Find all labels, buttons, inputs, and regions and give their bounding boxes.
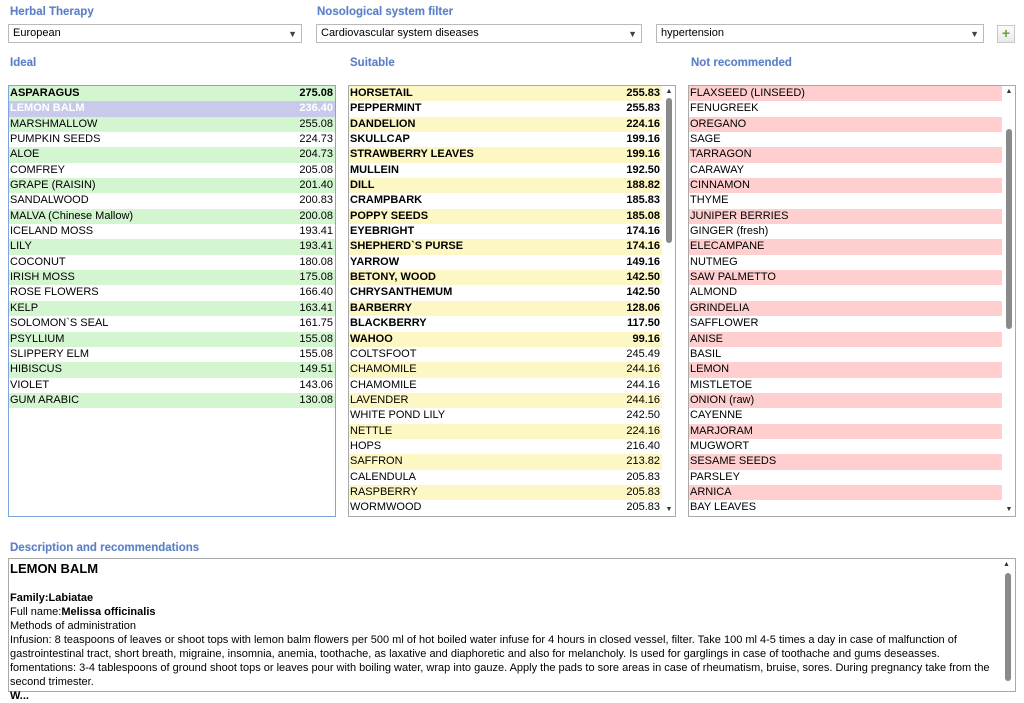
item-name: NUTMEG bbox=[690, 255, 738, 268]
item-name: BASIL bbox=[690, 347, 722, 360]
disease-filter-value: hypertension bbox=[661, 27, 724, 39]
list-item[interactable] bbox=[9, 378, 335, 393]
list-item[interactable] bbox=[689, 347, 1002, 362]
list-item[interactable] bbox=[349, 224, 662, 239]
scroll-up-arrow-icon[interactable]: ▲ bbox=[1003, 561, 1010, 568]
nosological-filter-label: Nosological system filter bbox=[317, 6, 454, 18]
list-item[interactable] bbox=[9, 285, 335, 300]
item-score: 130.08 bbox=[299, 393, 333, 406]
item-score: 192.50 bbox=[626, 163, 660, 176]
list-item[interactable] bbox=[349, 255, 662, 270]
item-name: COMFREY bbox=[10, 163, 65, 176]
item-name: BLACKBERRY bbox=[350, 317, 427, 330]
item-name: WORMWOOD bbox=[350, 501, 422, 514]
list-item[interactable] bbox=[9, 86, 335, 101]
item-score: 255.83 bbox=[626, 87, 660, 99]
herbal-therapy-label: Herbal Therapy bbox=[10, 6, 94, 18]
list-item[interactable] bbox=[689, 270, 1002, 285]
family-prefix: Family: bbox=[10, 592, 49, 604]
item-score: 99.16 bbox=[632, 332, 660, 345]
item-score: 275.08 bbox=[299, 87, 333, 99]
chevron-down-icon: ▼ bbox=[288, 29, 297, 39]
item-score: 149.51 bbox=[299, 363, 333, 376]
item-name: HOPS bbox=[350, 439, 382, 452]
item-name: BARBERRY bbox=[350, 301, 412, 314]
item-name: MALVA (Chinese Mallow) bbox=[10, 209, 134, 222]
item-name: MISTLETOE bbox=[690, 378, 753, 391]
list-item[interactable] bbox=[9, 362, 335, 377]
suitable-rows bbox=[349, 86, 662, 516]
item-score: 255.83 bbox=[626, 102, 660, 115]
list-item[interactable] bbox=[689, 163, 1002, 178]
list-item[interactable] bbox=[689, 301, 1002, 316]
item-name: CHRYSANTHEMUM bbox=[350, 286, 453, 299]
fullname-value: Melissa officinalis bbox=[61, 606, 156, 618]
scroll-down-arrow-icon[interactable]: ▼ bbox=[1005, 506, 1013, 513]
herbal-therapy-select[interactable] bbox=[8, 24, 302, 43]
item-name: PEPPERMINT bbox=[350, 102, 422, 115]
item-score: 193.41 bbox=[299, 240, 333, 253]
item-score: 175.08 bbox=[299, 271, 333, 284]
list-item[interactable] bbox=[349, 163, 662, 178]
list-item[interactable] bbox=[9, 332, 335, 347]
item-name: VIOLET bbox=[10, 378, 50, 391]
item-score: 117.50 bbox=[626, 317, 660, 330]
list-item[interactable] bbox=[9, 147, 335, 162]
list-item[interactable] bbox=[689, 332, 1002, 347]
list-item[interactable] bbox=[349, 347, 662, 362]
item-name: HIBISCUS bbox=[10, 363, 62, 376]
list-item[interactable] bbox=[9, 117, 335, 132]
list-item[interactable] bbox=[689, 362, 1002, 377]
item-score: 142.50 bbox=[626, 271, 660, 284]
suitable-scrollbar[interactable] bbox=[663, 86, 675, 516]
list-item[interactable] bbox=[349, 424, 662, 439]
item-score: 199.16 bbox=[626, 133, 660, 146]
list-item[interactable] bbox=[689, 500, 1002, 515]
item-name: ICELAND MOSS bbox=[10, 225, 94, 238]
not-recommended-label: Not recommended bbox=[691, 57, 792, 69]
list-item[interactable] bbox=[9, 316, 335, 331]
item-name: SHEPHERD`S PURSE bbox=[350, 240, 464, 253]
item-name: SAFFLOWER bbox=[690, 317, 759, 330]
chevron-down-icon: ▼ bbox=[628, 29, 637, 39]
list-item[interactable] bbox=[349, 101, 662, 116]
cutoff-text: W... bbox=[10, 690, 29, 702]
item-score: 155.08 bbox=[299, 332, 333, 345]
list-item[interactable] bbox=[349, 454, 662, 469]
list-item[interactable] bbox=[349, 470, 662, 485]
item-score: 216.40 bbox=[626, 439, 660, 452]
item-score: 199.16 bbox=[626, 148, 660, 161]
list-item[interactable] bbox=[9, 239, 335, 254]
item-score: 185.08 bbox=[626, 209, 660, 222]
list-item[interactable] bbox=[9, 193, 335, 208]
methods-label: Methods of administration bbox=[10, 620, 136, 632]
item-score: 204.73 bbox=[299, 148, 333, 161]
item-name: DILL bbox=[350, 179, 375, 192]
item-name: EYEBRIGHT bbox=[350, 225, 415, 238]
list-item[interactable] bbox=[689, 86, 1002, 101]
list-item[interactable] bbox=[349, 362, 662, 377]
item-name: WHITE POND LILY bbox=[350, 409, 446, 422]
fomentation-text: fomentations: 3-4 tablespoons of ground shoot tops or leaves pour with boiling water, wrap into gauze. Apply the pads to sore areas in case of rheumatism, bruise, sores. During pregnancy take from the second trimester. bbox=[10, 662, 990, 688]
list-item[interactable] bbox=[349, 117, 662, 132]
item-name: ONION (raw) bbox=[690, 393, 755, 406]
list-item[interactable] bbox=[689, 239, 1002, 254]
list-item[interactable] bbox=[349, 408, 662, 423]
item-name: CARAWAY bbox=[690, 163, 744, 176]
item-score: 163.41 bbox=[299, 301, 333, 314]
item-name: COLTSFOOT bbox=[350, 347, 417, 360]
description-scrollbar[interactable] bbox=[1001, 559, 1015, 691]
list-item[interactable] bbox=[689, 147, 1002, 162]
item-name: SKULLCAP bbox=[350, 133, 410, 146]
fullname-line bbox=[10, 605, 999, 619]
list-item[interactable] bbox=[349, 239, 662, 254]
list-item[interactable] bbox=[9, 224, 335, 239]
item-score: 128.06 bbox=[626, 301, 660, 314]
list-item[interactable] bbox=[689, 224, 1002, 239]
item-score: 224.16 bbox=[626, 117, 660, 130]
item-name: KELP bbox=[10, 301, 39, 314]
item-name: DANDELION bbox=[350, 117, 416, 130]
list-item[interactable] bbox=[689, 101, 1002, 116]
item-name: THYME bbox=[690, 194, 729, 207]
list-item[interactable] bbox=[689, 454, 1002, 469]
item-score: 224.16 bbox=[626, 424, 660, 437]
item-name: SAW PALMETTO bbox=[690, 271, 776, 284]
infusion-text: Infusion: 8 teaspoons of leaves or shoot tops with lemon balm flowers per 500 ml of hot boiled water infuse for 4 hours in closed vessel, filter. Take 100 ml 4-5 times a day in case of malfunction of gastrointestinal tract, short breath, migraine, insomnia, anemia, toothache, as laxative and diaphoretic and also for melancholy. Is used for garglings in case of toothache and gums deseasses. bbox=[10, 634, 957, 660]
item-name: NETTLE bbox=[350, 424, 393, 437]
scrollbar-thumb[interactable] bbox=[666, 98, 672, 243]
list-item[interactable] bbox=[349, 193, 662, 208]
item-name: ALOE bbox=[10, 148, 40, 161]
list-item[interactable] bbox=[689, 178, 1002, 193]
list-item[interactable] bbox=[9, 393, 335, 408]
item-name: GRAPE (RAISIN) bbox=[10, 179, 96, 192]
item-score: 242.50 bbox=[626, 409, 660, 422]
item-name: IRISH MOSS bbox=[10, 271, 75, 284]
list-item[interactable] bbox=[689, 117, 1002, 132]
scroll-up-arrow-icon[interactable]: ▲ bbox=[1005, 88, 1013, 95]
item-name: RASPBERRY bbox=[350, 485, 418, 498]
item-name: SLIPPERY ELM bbox=[10, 347, 90, 360]
item-name: SOLOMON`S SEAL bbox=[10, 317, 109, 330]
item-name: ARNICA bbox=[690, 485, 732, 498]
item-name: LILY bbox=[10, 240, 32, 253]
item-name: GUM ARABIC bbox=[10, 393, 80, 406]
list-item[interactable] bbox=[689, 470, 1002, 485]
item-score: 143.06 bbox=[299, 378, 333, 391]
list-item[interactable] bbox=[349, 285, 662, 300]
list-item[interactable] bbox=[9, 270, 335, 285]
item-name: GINGER (fresh) bbox=[690, 225, 769, 238]
item-score: 185.83 bbox=[626, 194, 660, 207]
list-item[interactable] bbox=[349, 178, 662, 193]
system-filter-value: Cardiovascular system diseases bbox=[321, 27, 479, 39]
item-name: ELECAMPANE bbox=[690, 240, 765, 253]
item-score: 244.16 bbox=[626, 393, 660, 406]
scrollbar-thumb[interactable] bbox=[1006, 129, 1012, 329]
item-name: ASPARAGUS bbox=[10, 87, 80, 99]
chevron-down-icon: ▼ bbox=[970, 29, 979, 39]
item-score: 166.40 bbox=[299, 286, 333, 299]
item-name: COCONUT bbox=[10, 255, 66, 268]
list-item[interactable] bbox=[9, 347, 335, 362]
item-name: LEMON BALM bbox=[10, 102, 85, 115]
item-name: PARSLEY bbox=[690, 470, 740, 483]
item-name: PUMPKIN SEEDS bbox=[10, 133, 101, 146]
item-score: 188.82 bbox=[626, 179, 660, 192]
list-item[interactable] bbox=[689, 378, 1002, 393]
item-name: FLAXSEED (LINSEED) bbox=[690, 87, 805, 99]
list-item[interactable] bbox=[349, 393, 662, 408]
family-value: Labiatae bbox=[48, 592, 94, 604]
item-name: ROSE FLOWERS bbox=[10, 286, 99, 299]
item-score: 213.82 bbox=[626, 455, 660, 468]
suitable-label: Suitable bbox=[350, 57, 395, 69]
list-item[interactable] bbox=[9, 178, 335, 193]
item-name: WAHOO bbox=[350, 332, 393, 345]
item-score: 180.08 bbox=[299, 255, 333, 268]
item-name: HORSETAIL bbox=[350, 87, 413, 99]
item-score: 244.16 bbox=[626, 363, 660, 376]
scroll-up-arrow-icon[interactable]: ▲ bbox=[665, 88, 673, 95]
item-name: CINNAMON bbox=[690, 179, 750, 192]
list-item[interactable] bbox=[9, 301, 335, 316]
item-name: STRAWBERRY LEAVES bbox=[350, 148, 474, 161]
list-item[interactable] bbox=[349, 301, 662, 316]
list-item[interactable] bbox=[689, 408, 1002, 423]
list-item[interactable] bbox=[689, 316, 1002, 331]
list-item[interactable] bbox=[689, 132, 1002, 147]
item-name: LEMON bbox=[690, 363, 730, 376]
system-filter-select[interactable] bbox=[316, 24, 642, 43]
not-recommended-scrollbar[interactable] bbox=[1003, 86, 1015, 516]
fullname-prefix: Full name: bbox=[10, 606, 62, 618]
disease-filter-select[interactable] bbox=[656, 24, 984, 43]
item-name: MARSHMALLOW bbox=[10, 117, 98, 130]
item-name: CAYENNE bbox=[690, 409, 743, 422]
list-item[interactable] bbox=[349, 485, 662, 500]
list-item[interactable] bbox=[689, 424, 1002, 439]
item-name: JUNIPER BERRIES bbox=[690, 209, 789, 222]
item-name: SAFFRON bbox=[350, 455, 403, 468]
item-score: 161.75 bbox=[299, 317, 333, 330]
list-item[interactable] bbox=[689, 255, 1002, 270]
item-score: 200.83 bbox=[299, 194, 333, 207]
item-name: CHAMOMILE bbox=[350, 363, 417, 376]
list-item[interactable] bbox=[349, 378, 662, 393]
description-content bbox=[10, 560, 999, 703]
item-score: 205.83 bbox=[626, 470, 660, 483]
item-score: 255.08 bbox=[299, 117, 333, 130]
item-name: TARRAGON bbox=[690, 148, 752, 161]
list-item[interactable] bbox=[349, 147, 662, 162]
item-score: 205.83 bbox=[626, 501, 660, 514]
list-item[interactable] bbox=[689, 193, 1002, 208]
item-name: BETONY, WOOD bbox=[350, 271, 436, 284]
scroll-down-arrow-icon[interactable]: ▼ bbox=[665, 506, 673, 513]
item-name: MULLEIN bbox=[350, 163, 399, 176]
item-name: MARJORAM bbox=[690, 424, 753, 437]
item-score: 205.08 bbox=[299, 163, 333, 176]
item-score: 200.08 bbox=[299, 209, 333, 222]
item-score: 201.40 bbox=[299, 179, 333, 192]
scrollbar-thumb[interactable] bbox=[1005, 573, 1011, 681]
item-score: 205.83 bbox=[626, 485, 660, 498]
item-score: 155.08 bbox=[299, 347, 333, 360]
description-panel[interactable] bbox=[8, 558, 1016, 702]
description-title: LEMON BALM bbox=[10, 561, 99, 576]
item-name: CALENDULA bbox=[350, 470, 417, 483]
item-name: MUGWORT bbox=[690, 439, 750, 452]
list-item[interactable] bbox=[349, 332, 662, 347]
list-item[interactable] bbox=[9, 255, 335, 270]
item-score: 149.16 bbox=[626, 255, 660, 268]
item-name: POPPY SEEDS bbox=[350, 209, 429, 222]
list-item[interactable] bbox=[689, 393, 1002, 408]
item-score: 174.16 bbox=[626, 240, 660, 253]
item-name: SAGE bbox=[690, 133, 721, 146]
list-item[interactable] bbox=[689, 285, 1002, 300]
item-name: ANISE bbox=[690, 332, 724, 345]
list-item[interactable] bbox=[9, 209, 335, 224]
list-item[interactable] bbox=[689, 209, 1002, 224]
list-item[interactable] bbox=[349, 500, 662, 515]
item-name: SANDALWOOD bbox=[10, 194, 89, 207]
item-name: YARROW bbox=[350, 255, 400, 268]
item-score: 245.49 bbox=[626, 347, 660, 360]
not-recommended-rows bbox=[689, 86, 1002, 516]
list-item[interactable] bbox=[689, 485, 1002, 500]
item-score: 142.50 bbox=[626, 286, 660, 299]
description-label: Description and recommendations bbox=[10, 542, 200, 554]
item-score: 174.16 bbox=[626, 225, 660, 238]
item-name: SESAME SEEDS bbox=[690, 455, 777, 468]
not-recommended-list[interactable] bbox=[688, 85, 1016, 517]
item-name: CRAMPBARK bbox=[350, 194, 423, 207]
ideal-rows bbox=[9, 86, 335, 408]
list-item[interactable] bbox=[9, 101, 335, 116]
item-name: LAVENDER bbox=[350, 393, 409, 406]
item-score: 193.41 bbox=[299, 225, 333, 238]
item-score: 244.16 bbox=[626, 378, 660, 391]
list-item[interactable] bbox=[9, 132, 335, 147]
herbal-therapy-value: European bbox=[13, 27, 61, 39]
item-name: BAY LEAVES bbox=[690, 501, 757, 514]
suitable-list[interactable] bbox=[348, 85, 676, 517]
item-name: PSYLLIUM bbox=[10, 332, 65, 345]
item-score: 224.73 bbox=[299, 133, 333, 146]
item-name: FENUGREEK bbox=[690, 102, 759, 115]
family-line bbox=[10, 591, 999, 605]
list-item[interactable] bbox=[349, 86, 662, 101]
list-item[interactable] bbox=[689, 439, 1002, 454]
item-name: OREGANO bbox=[690, 117, 747, 130]
ideal-list[interactable] bbox=[8, 85, 336, 517]
list-item[interactable] bbox=[349, 209, 662, 224]
list-item[interactable] bbox=[349, 439, 662, 454]
add-filter-button[interactable]: + bbox=[997, 25, 1015, 43]
item-name: GRINDELIA bbox=[690, 301, 750, 314]
item-score: 236.40 bbox=[299, 102, 333, 115]
item-name: CHAMOMILE bbox=[350, 378, 417, 391]
ideal-label: Ideal bbox=[10, 57, 37, 69]
list-item[interactable] bbox=[349, 132, 662, 147]
list-item[interactable] bbox=[9, 163, 335, 178]
list-item[interactable] bbox=[349, 316, 662, 331]
item-name: ALMOND bbox=[690, 286, 738, 299]
list-item[interactable] bbox=[349, 270, 662, 285]
